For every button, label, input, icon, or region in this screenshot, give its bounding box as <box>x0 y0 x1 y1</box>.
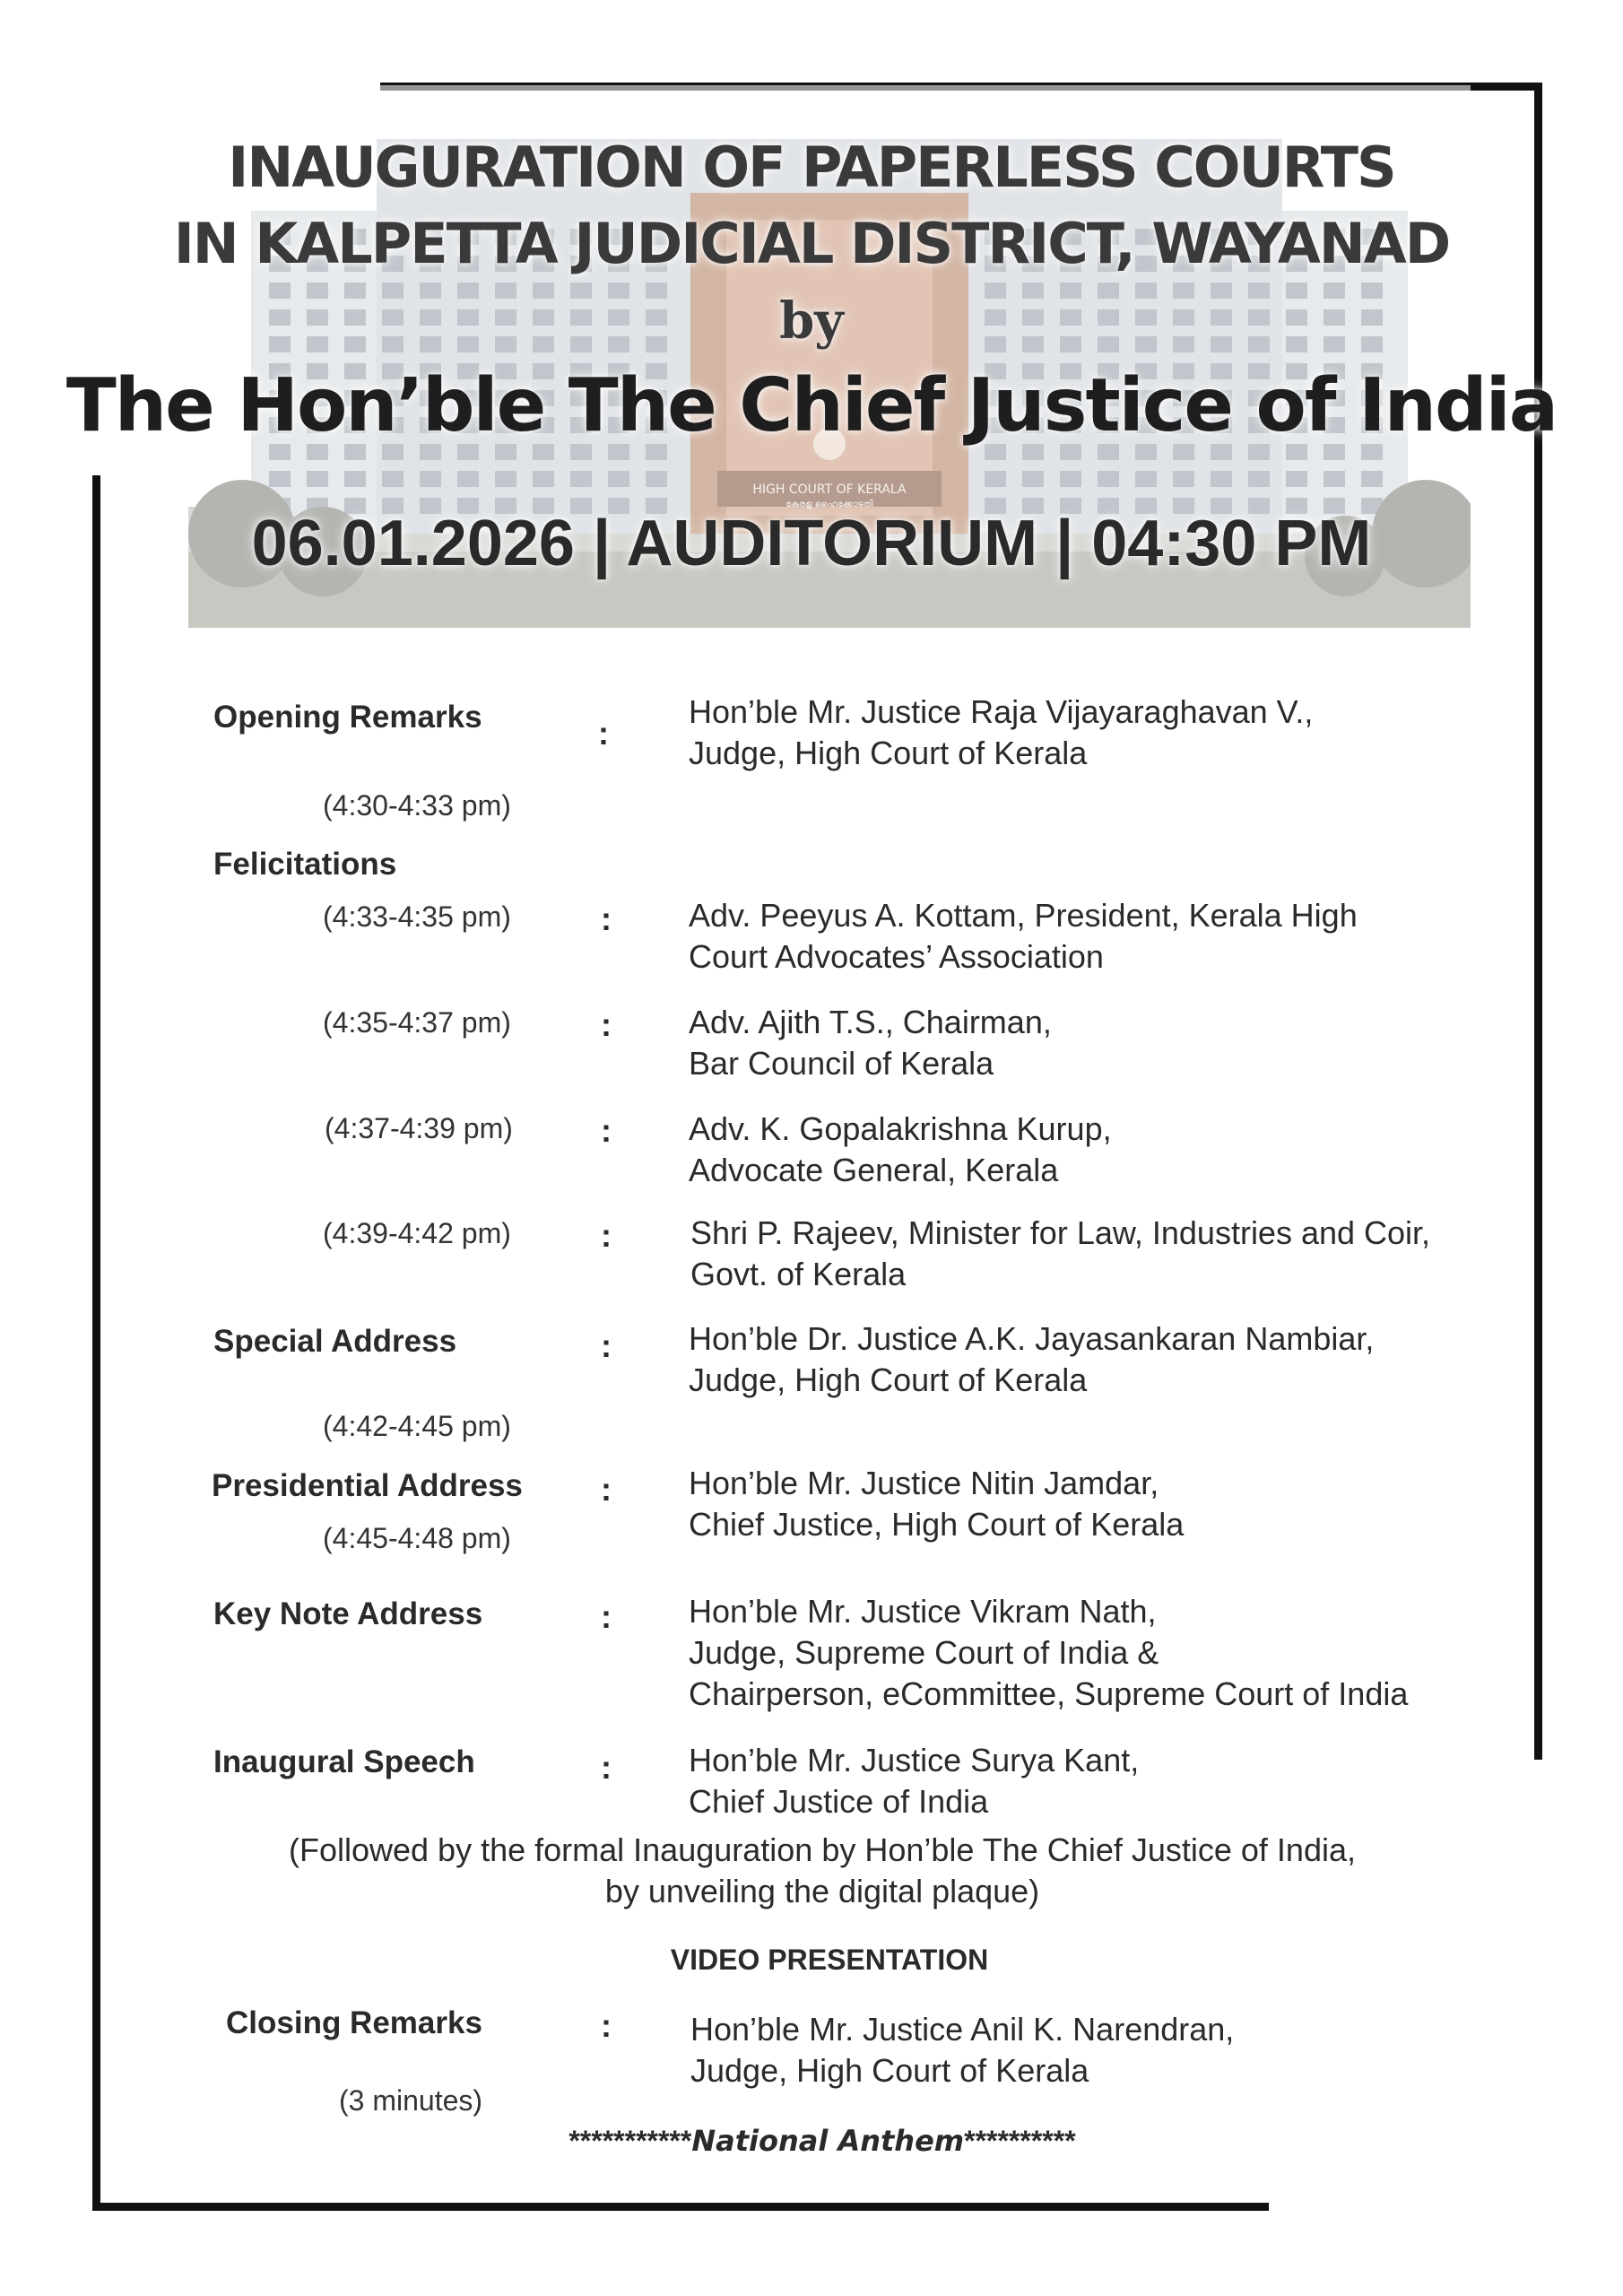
closing-remarks-colon: : <box>601 2007 612 2044</box>
speaker-line: Adv. K. Gopalakrishna Kurup, <box>689 1110 1112 1147</box>
felicitation-2-colon: : <box>601 1006 612 1043</box>
inaugural-speech-colon: : <box>601 1749 612 1786</box>
building-window <box>420 471 441 487</box>
keynote-address-label: Key Note Address <box>213 1596 483 1631</box>
building-window <box>1022 471 1044 487</box>
speaker-line: Court Advocates’ Association <box>689 938 1104 975</box>
speaker-line: Judge, High Court of Kerala <box>689 735 1088 771</box>
anthem-stars-right: ********** <box>964 2125 1076 2157</box>
felicitation-3-colon: : <box>601 1112 612 1149</box>
building-window <box>570 471 592 487</box>
building-window <box>307 471 328 487</box>
keynote-address-colon: : <box>601 1598 612 1635</box>
chief-justice-heading: The Hon’ble The Chief Justice of India <box>65 363 1558 448</box>
date-venue-time: 06.01.2026 | AUDITORIUM | 04:30 PM <box>251 508 1372 579</box>
building-window <box>344 471 366 487</box>
speaker-line: Shri P. Rajeev, Minister for Law, Industries and Coir, <box>690 1214 1431 1251</box>
speaker-line: Judge, High Court of Kerala <box>689 1361 1088 1398</box>
special-address-colon: : <box>601 1327 612 1364</box>
building-sign-english: HIGH COURT OF KERALA <box>752 483 907 497</box>
by-text: by <box>779 291 844 351</box>
felicitation-2-time: (4:35-4:37 pm) <box>323 1006 511 1039</box>
felicitation-1-colon: : <box>601 900 612 937</box>
building-window <box>1286 471 1307 487</box>
speaker-line: Hon’ble Dr. Justice A.K. Jayasankaran Nambiar, <box>689 1320 1375 1357</box>
building-window <box>533 471 554 487</box>
building-window <box>495 471 516 487</box>
building-sign-malayalam: കേരള ഹൈക്കോടതി <box>785 500 873 509</box>
speaker-line: Govt. of Kerala <box>690 1256 907 1292</box>
video-presentation-heading: VIDEO PRESENTATION <box>670 1944 989 1976</box>
building-window <box>1211 471 1232 487</box>
felicitation-1-speaker <box>689 895 1358 978</box>
speaker-line: Chief Justice, High Court of Kerala <box>689 1506 1185 1543</box>
presidential-address-colon: : <box>601 1471 612 1508</box>
felicitation-4-time: (4:39-4:42 pm) <box>323 1217 511 1249</box>
building-window <box>1361 471 1383 487</box>
presidential-address-label: Presidential Address <box>212 1468 523 1503</box>
speaker-line: Adv. Peeyus A. Kottam, President, Kerala High <box>689 897 1358 934</box>
closing-remarks-time: (3 minutes) <box>339 2084 483 2117</box>
building-window <box>1248 471 1270 487</box>
opening-remarks-colon: : <box>598 715 609 752</box>
special-address-label: Special Address <box>213 1324 457 1359</box>
anthem-text: National Anthem <box>691 2124 965 2158</box>
felicitation-1-time: (4:33-4:35 pm) <box>323 900 511 933</box>
opening-remarks-label: Opening Remarks <box>213 700 482 735</box>
building-window <box>1098 471 1119 487</box>
speaker-line: Hon’ble Mr. Justice Surya Kant, <box>689 1742 1140 1779</box>
closing-remarks-label: Closing Remarks <box>226 2005 482 2040</box>
opening-remarks-time: (4:30-4:33 pm) <box>323 789 511 822</box>
building-window <box>985 471 1006 487</box>
building-window <box>608 471 629 487</box>
event-title-line1: INAUGURATION OF PAPERLESS COURTS <box>228 135 1395 200</box>
event-title-line2: IN KALPETTA JUDICIAL DISTRICT, WAYANAD <box>173 211 1450 276</box>
building-window <box>1173 471 1194 487</box>
special-address-time: (4:42-4:45 pm) <box>323 1410 511 1442</box>
presidential-address-time: (4:45-4:48 pm) <box>323 1522 511 1554</box>
inaugural-speech-label: Inaugural Speech <box>213 1744 475 1779</box>
building-window <box>646 471 667 487</box>
building-window <box>1324 471 1345 487</box>
building-window <box>457 471 479 487</box>
speaker-line: Bar Council of Kerala <box>689 1045 994 1082</box>
speaker-line: Chairperson, eCommittee, Supreme Court of India <box>689 1675 1409 1712</box>
building-window <box>269 471 291 487</box>
speaker-line: Judge, High Court of Kerala <box>690 2052 1089 2089</box>
speaker-line: Hon’ble Mr. Justice Raja Vijayaraghavan V., <box>689 693 1314 730</box>
building-window <box>382 471 404 487</box>
note-line: by unveiling the digital plaque) <box>604 1873 1040 1909</box>
presidential-address-speaker <box>689 1463 1184 1545</box>
inauguration-note <box>11 1830 1623 1912</box>
felicitations-label: Felicitations <box>213 847 397 882</box>
keynote-address-speaker <box>689 1591 1408 1715</box>
inaugural-speech-speaker <box>689 1740 1139 1822</box>
speaker-line: Adv. Ajith T.S., Chairman, <box>689 1004 1052 1040</box>
felicitation-4-speaker <box>690 1213 1430 1295</box>
speaker-line: Chief Justice of India <box>689 1783 989 1820</box>
speaker-line: Judge, Supreme Court of India & <box>689 1634 1159 1671</box>
speaker-line: Advocate General, Kerala <box>689 1152 1059 1188</box>
special-address-speaker <box>689 1318 1374 1401</box>
opening-remarks-speaker <box>689 691 1313 774</box>
felicitation-2-speaker <box>689 1002 1052 1084</box>
anthem-stars-left: *********** <box>568 2125 692 2157</box>
building-window <box>1135 471 1157 487</box>
note-line: (Followed by the formal Inauguration by Hon’ble The Chief Justice of India, <box>289 1831 1356 1868</box>
speaker-line: Hon’ble Mr. Justice Nitin Jamdar, <box>689 1465 1159 1501</box>
felicitation-4-colon: : <box>601 1217 612 1254</box>
closing-remarks-speaker <box>690 2009 1234 2092</box>
felicitation-3-time: (4:37-4:39 pm) <box>325 1112 513 1144</box>
felicitation-3-speaker <box>689 1109 1112 1191</box>
national-anthem <box>11 2124 1623 2158</box>
frame-bottom-line <box>92 2203 1269 2211</box>
building-window <box>1060 471 1081 487</box>
speaker-line: Hon’ble Mr. Justice Vikram Nath, <box>689 1593 1157 1630</box>
speaker-line: Hon’ble Mr. Justice Anil K. Narendran, <box>690 2011 1235 2048</box>
